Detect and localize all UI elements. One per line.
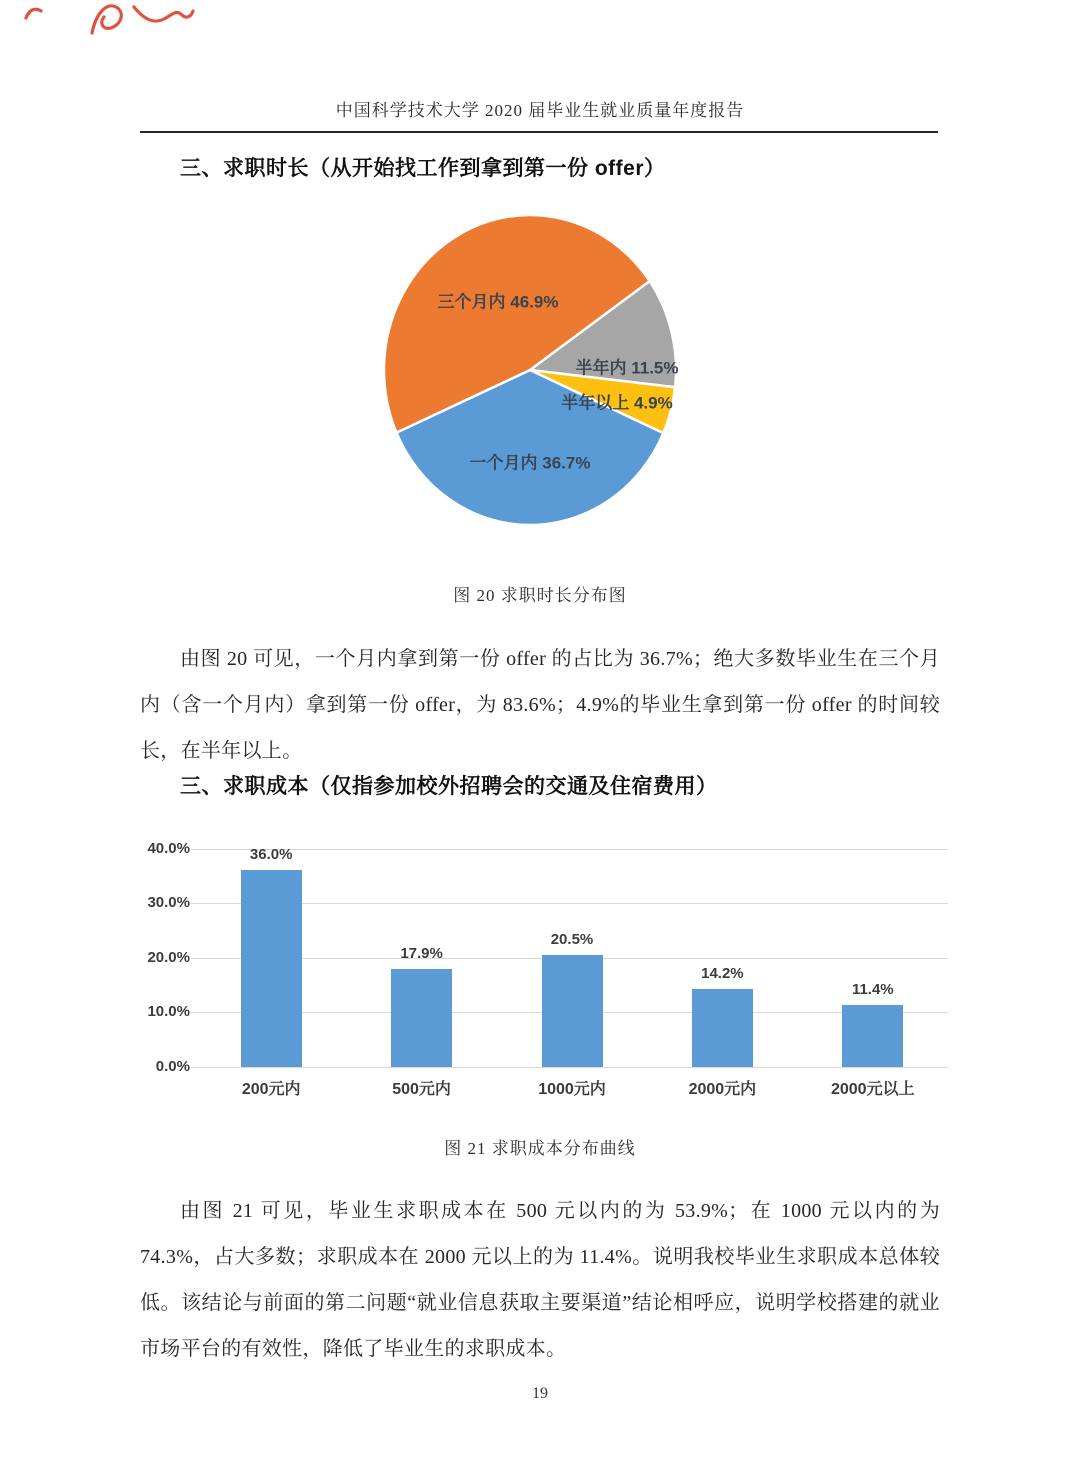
page-header-title: 中国科学技术大学 2020 届毕业生就业质量年度报告 (335, 101, 745, 120)
bar-value-label-2: 20.5% (550, 931, 594, 949)
x-axis-category-label-0: 200元内 (241, 1081, 301, 1098)
x-axis-category-label-3: 2000元内 (688, 1081, 757, 1098)
gridline-0.0% (191, 1067, 948, 1068)
y-axis-tick-40.0%: 40.0% (147, 839, 190, 857)
paragraph-job-search-duration: 由图 20 可见，一个月内拿到第一份 offer 的占比为 36.7%；绝大多数毕业生在三个月内（含一个月内）拿到第一份 offer，为 83.6%；4.9%的毕业生拿到第一份 offer 的时间较长，在半年以上。 (140, 648, 940, 762)
bar-value-label-4: 11.4% (851, 980, 894, 998)
x-axis-category-label-2: 1000元内 (538, 1081, 606, 1098)
pie-chart-job-search-duration (365, 210, 695, 530)
bar-value-label-0: 36.0% (249, 846, 293, 864)
bar-3 (692, 989, 753, 1067)
y-axis-tick-30.0%: 30.0% (147, 894, 190, 912)
bar-4 (842, 1005, 903, 1067)
bar-0 (241, 870, 302, 1067)
red-pen-marks (12, 0, 212, 46)
page-number: 19 (532, 1385, 548, 1402)
pie-slice-label-3: 三个月内 46.9% (437, 292, 559, 312)
bar-1 (391, 969, 452, 1067)
section-heading-job-search-cost: 三、求职成本（仅指参加校外招聘会的交通及住宿费用） (180, 775, 718, 798)
section-heading-job-search-duration: 三、求职时长（从开始找工作到拿到第一份 offer） (180, 157, 666, 180)
pie-slice-label-0: 半年内 11.5% (575, 358, 679, 378)
y-axis-tick-20.0%: 20.0% (147, 948, 190, 966)
bar-value-label-3: 14.2% (701, 965, 744, 983)
x-axis-category-label-1: 500元内 (392, 1081, 451, 1098)
figure-21-caption: 图 21 求职成本分布曲线 (444, 1139, 636, 1158)
y-axis-tick-0.0%: 0.0% (155, 1058, 190, 1075)
y-axis-tick-10.0%: 10.0% (147, 1003, 190, 1021)
bar-chart-job-search-cost (135, 839, 965, 1101)
figure-20-caption: 图 20 求职时长分布图 (453, 586, 627, 605)
gridline-30.0% (191, 903, 948, 904)
header-divider (140, 131, 938, 133)
bar-value-label-1: 17.9% (400, 945, 443, 963)
x-axis-category-label-4: 2000元以上 (830, 1081, 915, 1098)
pie-slice-label-2: 一个月内 36.7% (469, 453, 591, 473)
bar-2 (542, 955, 603, 1067)
pie-slice-label-1: 半年以上 4.9% (561, 393, 673, 413)
paragraph-job-search-cost: 由图 21 可见，毕业生求职成本在 500 元以内的为 53.9%；在 1000 元以内的为 74.3%，占大多数；求职成本在 2000 元以上的为 11.4%。说明我校毕业生求职成本总体较低。该结论与前面的第二问题“就业信息获取主要渠道”结论相呼应，说明学校搭建的就业市场平台的有效性，降低了毕业生的求职成本。 (140, 1200, 940, 1360)
